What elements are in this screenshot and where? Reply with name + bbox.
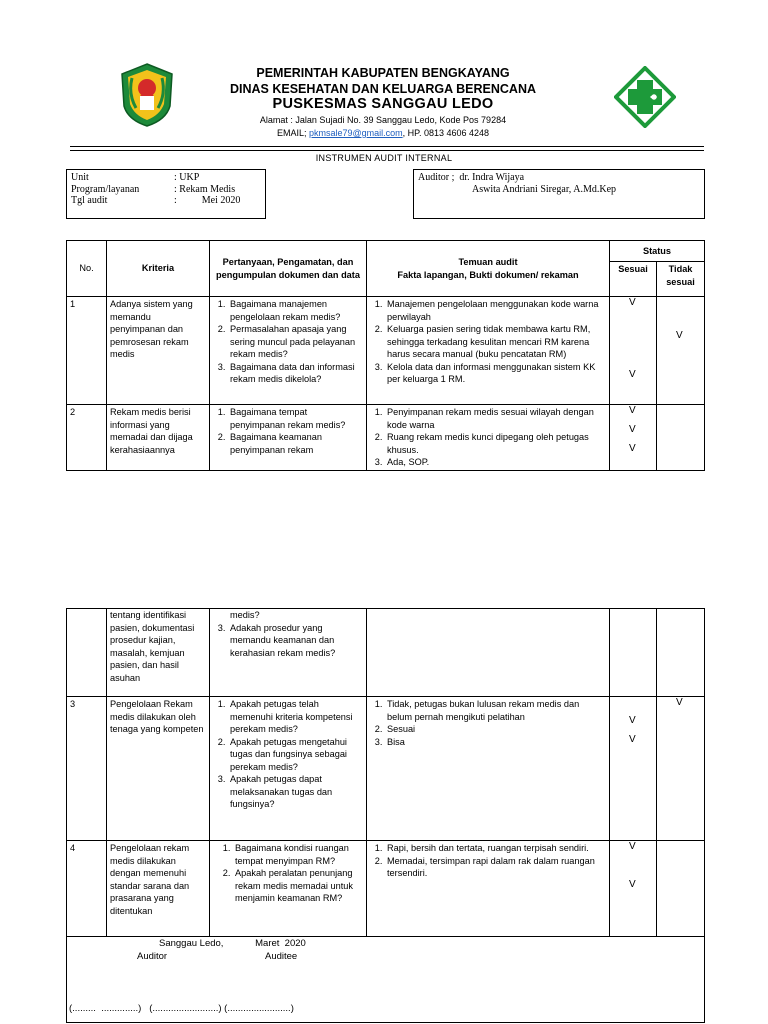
question-item: 1. Bagaimana kondisi ruangan tempat menyimpan RM? <box>233 842 363 867</box>
header-government: PEMERINTAH KABUPATEN BENGKAYANG <box>256 66 510 80</box>
check-mark: V <box>629 879 636 890</box>
check-mark: V <box>629 369 636 380</box>
finding-item: 1. Manajemen pengelolaan menggunakan kode warna perwilayah <box>385 298 606 323</box>
email-link[interactable]: pkmsale79@gmail.com <box>308 128 403 138</box>
row-kriteria: tentang identifikasi pasien, dokumentasi prosedur kajian, masalah, kemjuan pasien, dan hasil asuhan <box>107 609 210 697</box>
row-sesuai <box>610 841 657 937</box>
row-sesuai <box>610 405 657 471</box>
header-puskesmas: PUSKESMAS SANGGAU LEDO <box>272 96 494 112</box>
row-number: 1 <box>67 297 107 405</box>
program-label: Program/layanan <box>71 183 140 195</box>
header-temuan-2: Fakta lapangan, Bukti dokumen/ rekaman <box>397 269 579 280</box>
signature-auditor-label: Auditor <box>137 951 168 962</box>
unit-value: : UKP <box>174 172 200 183</box>
question-item: 1. Bagaimana tempat penyimpanan rekam medis? <box>228 406 363 431</box>
header-divider-thick <box>70 146 704 147</box>
auditor-line-2: Aswita Andriani Siregar, A.Md.Kep <box>472 183 617 195</box>
tgl-value: : Mei 2020 <box>174 195 241 206</box>
header-temuan <box>367 241 610 297</box>
bengkayang-emblem-logo <box>120 62 174 128</box>
finding-item: 3. Bisa <box>385 736 606 749</box>
question-item: 2. Permasalahan apasaja yang sering muncul pada pelayanan rekam medis? <box>228 323 363 361</box>
document-title: INSTRUMEN AUDIT INTERNAL <box>315 153 453 163</box>
question-item: 3. Adakah prosedur yang memandu keamanan dan kerahasian rekam medis? <box>228 622 363 660</box>
row-temuan <box>367 609 610 697</box>
row-pertanyaan <box>210 841 367 937</box>
row-temuan <box>367 697 610 841</box>
row-temuan <box>367 405 610 471</box>
row-number: 4 <box>67 841 107 937</box>
finding-item: 2. Memadai, tersimpan rapi dalam rak dalam ruangan tersendiri. <box>385 855 606 880</box>
table-row <box>67 609 705 697</box>
header-address: Alamat : Jalan Sujadi No. 39 Sanggau Ledo, Kode Pos 79284 <box>259 115 507 125</box>
audit-info-box <box>66 169 266 219</box>
question-item: 2. Apakah peralatan penunjang rekam medis memadai untuk menjamin keamanan RM? <box>233 867 363 905</box>
row-pertanyaan <box>210 297 367 405</box>
auditor-line-1: Auditor ; dr. Indra Wijaya <box>418 172 525 183</box>
puskesmas-logo <box>614 66 676 128</box>
row-temuan <box>367 841 610 937</box>
header-divider-thin <box>70 150 704 151</box>
header-kriteria: Kriteria <box>107 241 210 297</box>
question-item: 2. Apakah petugas mengetahui tugas dan fungsinya sebagai perekam medis? <box>228 736 363 774</box>
check-mark: V <box>676 697 683 708</box>
question-item: 1. Apakah petugas telah memenuhi kriteria kompetensi perekam medis? <box>228 698 363 736</box>
audit-table-page-1 <box>66 240 705 471</box>
header-status: Status <box>610 241 705 262</box>
signature-dots: (......... ..............) (.........................) (........................) <box>69 1003 294 1014</box>
row-sesuai <box>610 697 657 841</box>
finding-item: 1. Rapi, bersih dan tertata, ruangan terpisah sendiri. <box>385 842 606 855</box>
tgl-label: Tgl audit <box>71 195 108 206</box>
signature-cell <box>67 937 705 1023</box>
finding-item: 2. Keluarga pasien sering tidak membawa kartu RM, sehingga terkadang kesulitan mencari RM karena harus secara manual (buku pencatatan RM) <box>385 323 606 361</box>
row-tidak-sesuai <box>657 841 705 937</box>
header-department: DINAS KESEHATAN DAN KELUARGA BERENCANA <box>229 82 537 96</box>
row-tidak-sesuai <box>657 697 705 841</box>
signature-auditee-label: Auditee <box>265 951 298 962</box>
check-mark: V <box>629 424 636 435</box>
auditor-box <box>413 169 705 219</box>
header-no: No. <box>67 241 107 297</box>
question-item: 2. Bagaimana keamanan penyimpanan rekam <box>228 431 363 456</box>
table-row <box>67 841 705 937</box>
row-pertanyaan <box>210 609 367 697</box>
check-mark: V <box>676 330 683 341</box>
table-row <box>67 697 705 841</box>
check-mark: V <box>629 443 636 454</box>
unit-label: Unit <box>71 172 89 183</box>
finding-item: 1. Tidak, petugas bukan lulusan rekam medis dan belum pernah mengikuti pelatihan <box>385 698 606 723</box>
header-sesuai: Sesuai <box>610 262 657 297</box>
row-tidak-sesuai <box>657 297 705 405</box>
header-temuan-1: Temuan audit <box>458 257 518 267</box>
header-pertanyaan: Pertanyaan, Pengamatan, dan pengumpulan dokumen dan data <box>210 241 367 297</box>
check-mark: V <box>629 405 636 416</box>
table-row <box>67 297 705 405</box>
signature-row <box>67 937 705 1023</box>
signature-place-date: Sanggau Ledo, Maret 2020 <box>159 938 306 949</box>
unit-row <box>71 172 261 184</box>
finding-item: 2. Sesuai <box>385 723 606 736</box>
question-item: 1. Bagaimana manajemen pengelolaan rekam medis? <box>228 298 363 323</box>
question-item: 3. Bagaimana data dan informasi rekam medis dikelola? <box>228 361 363 386</box>
row-tidak-sesuai <box>657 609 705 697</box>
program-value: : Rekam Medis <box>174 183 236 195</box>
row-pertanyaan <box>210 697 367 841</box>
question-continuation: medis? <box>230 610 260 620</box>
question-item: 3. Apakah petugas dapat melaksanakan tugas dan fungsinya? <box>228 773 363 811</box>
check-mark: V <box>629 734 636 745</box>
row-sesuai <box>610 297 657 405</box>
check-mark: V <box>629 715 636 726</box>
row-tidak-sesuai <box>657 405 705 471</box>
header-contact <box>200 128 566 138</box>
row-number: 3 <box>67 697 107 841</box>
finding-item: 3. Kelola data dan informasi menggunakan sistem KK per keluarga 1 RM. <box>385 361 606 386</box>
row-kriteria: Adanya sistem yang memandu penyimpanan dan pemrosesan rekam medis <box>107 297 210 405</box>
row-number <box>67 609 107 697</box>
tgl-row <box>71 195 261 207</box>
row-number: 2 <box>67 405 107 471</box>
finding-item: 1. Penyimpanan rekam medis sesuai wilayah dengan kode warna <box>385 406 606 431</box>
header-tidak-sesuai: Tidak sesuai <box>657 262 705 297</box>
row-kriteria: Rekam medis berisi informasi yang memadai dan dijaga kerahasiaannya <box>107 405 210 471</box>
finding-item: 2. Ruang rekam medis kunci dipegang oleh petugas khusus. <box>385 431 606 456</box>
program-row <box>71 184 261 196</box>
row-kriteria: Pengelolaan Rekam medis dilakukan oleh tenaga yang kompeten <box>107 697 210 841</box>
row-kriteria: Pengelolaan rekam medis dilakukan dengan memenuhi standar sarana dan prasarana yang ditentukan <box>107 841 210 937</box>
finding-item: 3. Ada, SOP. <box>385 456 606 469</box>
email-prefix: EMAIL; <box>276 128 309 138</box>
phone-text: , HP. 0813 4606 4248 <box>402 128 490 138</box>
audit-table-page-2 <box>66 608 705 1023</box>
check-mark: V <box>629 297 636 308</box>
check-mark: V <box>629 841 636 852</box>
row-sesuai <box>610 609 657 697</box>
row-temuan <box>367 297 610 405</box>
row-pertanyaan <box>210 405 367 471</box>
table-row <box>67 405 705 471</box>
